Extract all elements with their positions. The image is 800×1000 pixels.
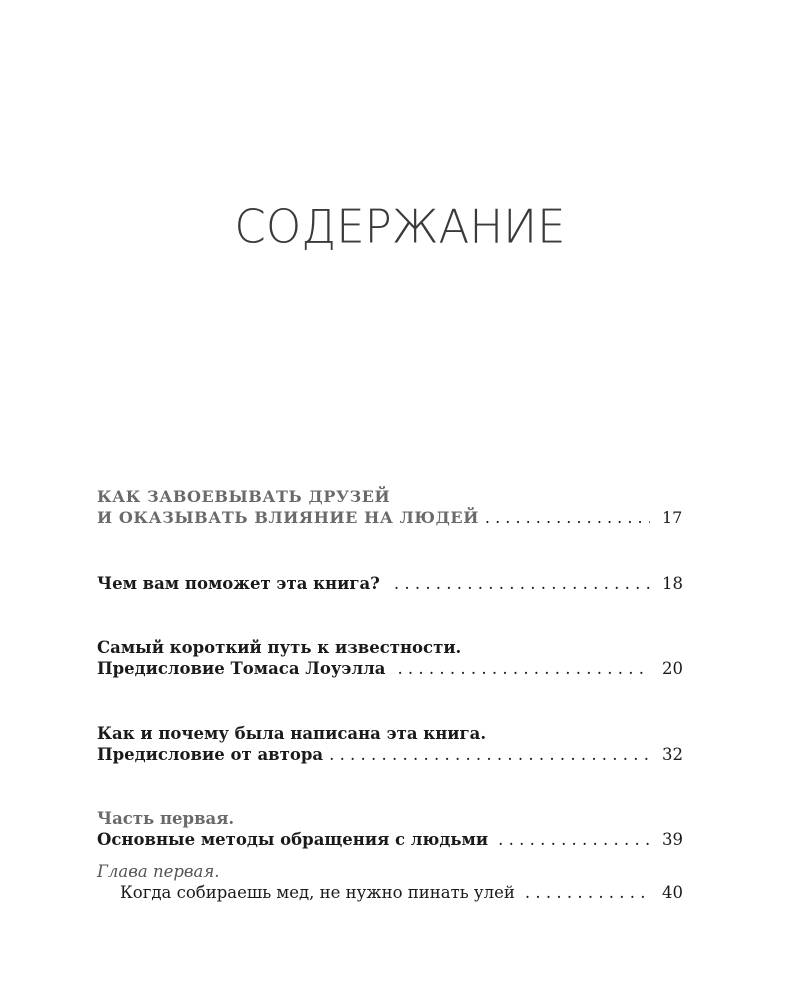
toc-entry-line xyxy=(97,882,682,903)
toc-entry-part-one[interactable] xyxy=(97,808,682,850)
toc-entry-line xyxy=(97,723,682,744)
toc-page-number: 17 xyxy=(662,508,683,527)
dot-leader xyxy=(394,573,650,594)
toc-entry-title-line1: КАК ЗАВОЕВЫВАТЬ ДРУЗЕЙ xyxy=(97,487,391,506)
toc-entry-line xyxy=(97,486,682,507)
toc-entry-title-line1: Самый короткий путь к известности. xyxy=(97,638,462,657)
dot-leader xyxy=(329,744,650,765)
dot-leader xyxy=(485,507,650,528)
toc-entry-line xyxy=(97,829,682,850)
toc-entry-title: Когда собираешь мед, не нужно пинать улей xyxy=(120,883,515,902)
toc-entry-title-line2: Предисловие Томаса Лоуэлла xyxy=(97,659,386,678)
toc-entry-line xyxy=(97,861,682,882)
toc-chapter-label: Глава первая. xyxy=(97,862,220,881)
toc-entry-line xyxy=(97,808,682,829)
toc-entry-chapter-one[interactable] xyxy=(97,861,682,903)
toc-entry-intro[interactable] xyxy=(97,573,682,594)
toc-entry-main-title[interactable] xyxy=(97,486,682,528)
toc-entry-title: Чем вам поможет эта книга? xyxy=(97,574,380,593)
toc-part-label: Часть первая. xyxy=(97,809,235,828)
toc-entry-title-line2: Предисловие от автора xyxy=(97,745,324,764)
toc-entry-foreword-lowell[interactable] xyxy=(97,637,682,679)
dot-leader xyxy=(525,882,650,903)
toc-page-number: 20 xyxy=(662,659,683,678)
toc-entry-line xyxy=(97,744,682,765)
toc-page-number: 32 xyxy=(662,745,683,764)
toc-page-number: 40 xyxy=(662,883,683,902)
toc-entry-title: Основные методы обращения с людьми xyxy=(97,830,489,849)
dot-leader xyxy=(498,829,650,850)
toc-entry-line xyxy=(97,507,682,528)
toc-entry-line xyxy=(97,573,682,594)
toc-entry-title-line1: Как и почему была написана эта книга. xyxy=(97,724,487,743)
toc-page-number: 18 xyxy=(662,574,683,593)
toc-entry-line xyxy=(97,637,682,658)
page-title: СОДЕРЖАНИЕ xyxy=(234,199,566,254)
toc-entry-author-preface[interactable] xyxy=(97,723,682,765)
toc-entry-line xyxy=(97,658,682,679)
toc-page-number: 39 xyxy=(662,830,683,849)
dot-leader xyxy=(397,658,650,679)
toc-entry-title-line2: И ОКАЗЫВАТЬ ВЛИЯНИЕ НА ЛЮДЕЙ xyxy=(97,508,479,527)
